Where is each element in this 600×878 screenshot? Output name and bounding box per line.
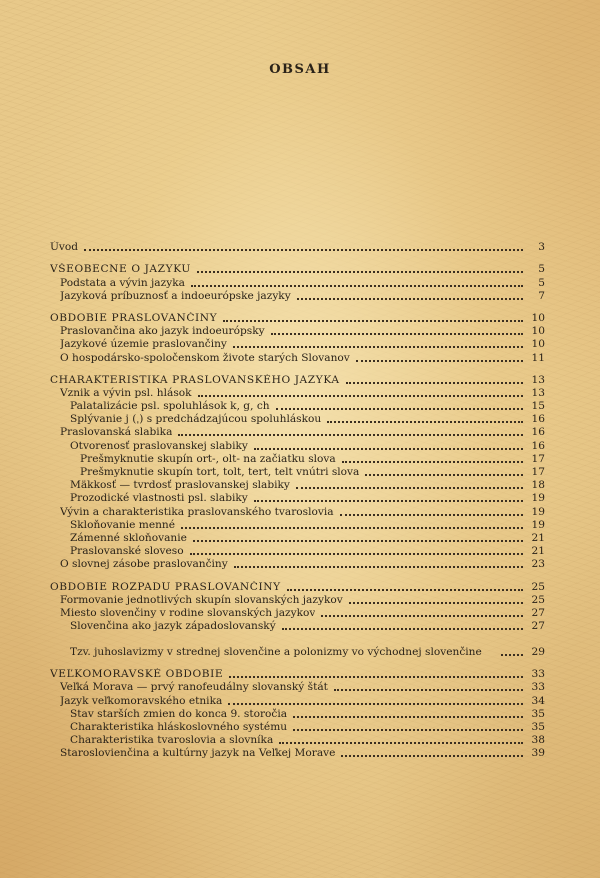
toc-page-number: 25 [531,593,545,606]
toc-page-number: 17 [531,466,545,478]
toc-page-number: 11 [531,351,545,364]
toc-entry [50,479,545,492]
toc-entry [50,325,545,338]
toc-dot-leader [279,742,523,744]
toc-dot-leader [228,703,523,705]
toc-page-number: 25 [531,580,545,593]
toc-page-number: 19 [531,505,545,518]
toc-entry [50,413,545,426]
toc-page-number: 13 [531,386,545,399]
toc-page-number: 10 [531,311,545,324]
toc-page-number: 7 [538,289,545,302]
toc-entry [50,545,545,558]
toc-entry-title: Úvod [50,241,79,254]
toc-section-heading [50,668,545,681]
toc-dot-leader [193,540,523,542]
toc-entry-title: Charakteristika hláskoslovného systému [70,721,288,733]
toc-dot-leader [349,602,523,604]
toc-page-number: 16 [531,439,545,452]
toc-dot-leader [198,395,523,397]
toc-dot-leader [282,628,523,630]
toc-page-number: 16 [531,426,545,439]
toc-page-number: 3 [538,241,545,254]
toc-entry-title: Praslovanská slabika [60,426,173,439]
toc-entry-title: VEĽKOMORAVSKÉ OBDOBIE [50,668,224,681]
toc-entry [50,708,545,721]
toc-section-heading [50,263,545,276]
toc-entry-title: Jazykové územie praslovančiny [60,338,227,351]
toc-entry [50,276,545,289]
toc-entry-title: Formovanie jednotlivých skupín slovanských jazykov [60,593,343,606]
toc-dot-leader [296,487,523,489]
toc-dot-leader [365,474,523,476]
toc-entry-title: Zámenné skloňovanie [70,531,187,544]
toc-entry [50,426,545,439]
toc-page-number: 34 [531,694,545,707]
toc-dot-leader [297,298,523,300]
toc-dot-leader [346,382,523,384]
toc-entry-title: Veľká Morava — prvý ranofeudálny slovanský štát [60,681,328,694]
toc-entry-title: Jazyk veľkomoravského etnika [60,694,223,707]
toc-page-number: 18 [531,479,545,492]
toc-entry-title: Praslovančina ako jazyk indoeurópsky [60,325,265,338]
section-gap [50,659,545,668]
toc-dot-leader [181,527,523,529]
toc-entry [50,620,545,633]
toc-entry [50,400,545,413]
toc-page-number: 33 [531,681,545,694]
toc-page-number: 27 [531,606,545,619]
toc-page-number: 27 [531,620,545,633]
toc-dot-leader [356,360,523,362]
table-of-contents [50,241,545,760]
toc-dot-leader [271,333,523,335]
toc-dot-leader [254,448,523,450]
toc-entry [50,492,545,505]
toc-page-number: 10 [531,325,545,338]
toc-entry-title: Otvorenosť praslovanskej slabiky [70,439,248,452]
toc-dot-leader [327,421,523,423]
toc-page-number: 15 [531,400,545,413]
toc-entry [50,681,545,694]
toc-entry-title: CHARAKTERISTIKA PRASLOVANSKÉHO JAZYKA [50,373,340,386]
toc-entry-title: Prešmyknutie skupín tort, tolt, tert, telt vnútri slova [80,466,360,478]
toc-dot-leader [190,553,523,555]
toc-entry-title: O slovnej zásobe praslovančiny [60,558,228,571]
toc-entry-title: Tzv. juhoslavizmy v strednej slovenčine a polonizmy vo východnej slovenčine [70,646,482,659]
toc-dot-leader [342,461,523,463]
toc-page-number: 5 [538,263,545,276]
toc-entry [50,241,545,254]
toc-dot-leader [178,434,523,436]
toc-entry-title: Miesto slovenčiny v rodine slovanských jazykov [60,606,316,619]
toc-page-number: 23 [531,558,545,571]
toc-entry-title: OBDOBIE ROZPADU PRASLOVANČINY [50,580,281,593]
toc-entry-title: Praslovanské sloveso [70,545,184,558]
toc-dot-leader [287,589,523,591]
toc-page-number: 35 [531,721,545,733]
toc-dot-leader [197,271,523,273]
toc-entry-title: Splývanie j (ˌ) s predchádzajúcou spoluhláskou [70,413,322,426]
toc-entry-title: VŠEOBECNE O JAZYKU [50,263,191,276]
toc-page-number: 33 [531,668,545,681]
toc-dot-leader [233,346,523,348]
section-gap [50,365,545,374]
toc-dot-leader [340,514,523,516]
toc-entry-title: Palatalizácie psl. spoluhlások k, g, ch [70,400,270,413]
toc-entry-title: O hospodársko-spoločenskom živote starých Slovanov [60,351,350,364]
toc-entry [50,558,545,571]
toc-entry [50,439,545,452]
page-title: OBSAH [269,62,331,77]
toc-page-number: 17 [531,452,545,465]
toc-dot-leader [341,755,523,757]
toc-entry [50,734,545,747]
toc-dot-leader [191,285,523,287]
toc-entry [50,747,545,760]
toc-page-number: 38 [531,734,545,747]
toc-entry-title: Prešmyknutie skupín ort-, olt- na začiatku slova [80,452,336,465]
toc-entry [50,338,545,351]
toc-entry-title: Skloňovanie menné [70,518,176,531]
toc-entry [50,594,545,607]
toc-entry [50,351,545,364]
toc-page-number: 21 [531,545,545,558]
toc-entry-title: Mäkkosť — tvrdosť praslovanskej slabiky [70,479,290,492]
toc-entry [50,387,545,400]
toc-dot-leader [276,408,523,410]
toc-dot-leader [84,249,523,251]
toc-entry-title: Vznik a vývin psl. hlások [60,386,192,399]
toc-dot-leader [321,615,523,617]
toc-dot-leader [223,320,523,322]
toc-page-number: 16 [531,413,545,426]
toc-page-number: 35 [531,707,545,720]
toc-page-number: 21 [531,531,545,544]
toc-entry [50,607,545,620]
toc-entry [50,519,545,532]
section-gap [50,254,545,263]
toc-entry-title: Charakteristika tvaroslovia a slovníka [70,734,274,747]
toc-section-heading [50,374,545,387]
toc-entry-title: Prozodické vlastnosti psl. slabiky [70,492,248,505]
toc-entry [50,633,545,659]
toc-dot-leader [501,654,523,656]
toc-entry [50,532,545,545]
toc-entry [50,505,545,518]
toc-entry-title: Vývin a charakteristika praslovanského tvaroslovia [60,505,334,518]
toc-page-number: 19 [531,518,545,531]
toc-entry [50,466,545,479]
toc-dot-leader [293,729,523,731]
section-gap [50,303,545,312]
toc-entry [50,290,545,303]
section-gap [50,571,545,580]
toc-section-heading [50,580,545,593]
toc-page-number: 10 [531,338,545,351]
toc-section-heading [50,312,545,325]
toc-page-number: 29 [531,646,545,659]
toc-entry [50,721,545,734]
toc-dot-leader [254,500,523,502]
toc-dot-leader [229,676,523,678]
toc-page-number: 5 [538,276,545,289]
toc-page-number: 13 [531,373,545,386]
toc-entry-title: OBDOBIE PRASLOVANČINY [50,311,218,324]
toc-dot-leader [334,689,523,691]
toc-page-number: 39 [531,747,545,760]
toc-dot-leader [234,566,523,568]
toc-entry-title: Slovenčina ako jazyk západoslovanský [70,620,276,633]
toc-entry-title: Podstata a vývin jazyka [60,276,185,289]
toc-entry [50,453,545,466]
toc-entry [50,694,545,707]
toc-dot-leader [293,716,523,718]
toc-page-number: 19 [531,492,545,505]
toc-entry-title: Stav starších zmien do konca 9. storočia [70,707,288,720]
toc-entry-title: Staroslovienčina a kultúrny jazyk na Veľkej Morave [60,747,336,760]
toc-entry-title: Jazyková príbuznosť a indoeurópske jazyky [60,289,291,302]
